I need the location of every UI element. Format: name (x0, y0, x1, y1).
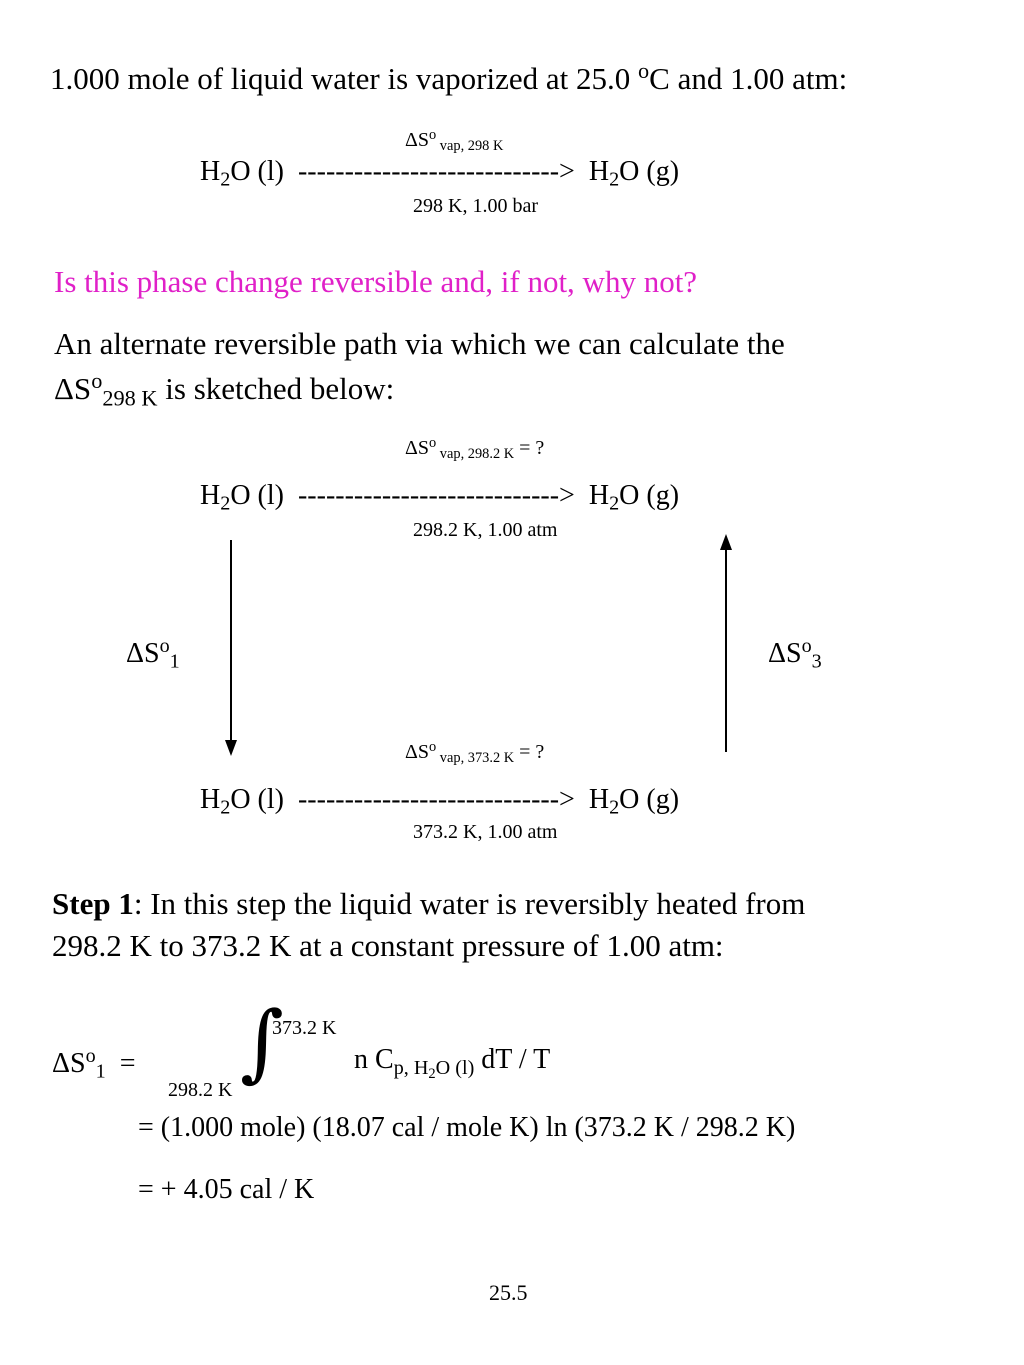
integrand (354, 1046, 550, 1081)
step1-text-1: : In this step the liquid water is reversibly heated from (133, 886, 806, 921)
cp-sub-b: O (l) (435, 1056, 475, 1079)
delta-s: ΔS (52, 1048, 86, 1080)
alt-line-1: An alternate reversible path via which we can calculate the (54, 326, 785, 361)
h-symbol: H (200, 784, 221, 815)
eq1-subscript: vap, 298 K (436, 138, 504, 155)
alt-subscript: 298 K (102, 385, 158, 411)
intro-text-a: 1.000 mole of liquid water is vaporized at 25.0 (50, 61, 639, 97)
intro-text-b: C and 1.00 atm: (649, 61, 848, 97)
h-symbol: H (588, 156, 610, 187)
delta-s: ΔS (405, 437, 429, 460)
calc-lhs (52, 1046, 136, 1082)
reaction-arrow: ----------------------------> (297, 156, 575, 187)
dt-over-t: dT / T (474, 1044, 551, 1075)
subscript-1: 1 (95, 1060, 106, 1083)
unknown-mark: = ? (514, 437, 545, 460)
delta-s: ΔS (405, 129, 429, 152)
degree-symbol: o (638, 58, 650, 83)
standard-o: o (428, 739, 437, 755)
alt-rest: is sketched below: (157, 371, 395, 407)
subscript-2: 2 (220, 492, 231, 515)
cycle-top-reaction (200, 482, 679, 514)
delta-s1-label (126, 636, 180, 672)
standard-o: o (91, 368, 103, 393)
subscript-2: 2 (428, 1065, 436, 1082)
integral-lower-limit: 298.2 K (168, 1079, 233, 1101)
equals-sign: = (119, 1048, 136, 1080)
cycle-bottom-conditions: 373.2 K, 1.00 atm (413, 821, 558, 843)
down-arrow-icon (225, 740, 237, 756)
cp-subscript (393, 1056, 475, 1082)
cycle-top-label (405, 436, 544, 462)
subscript-2: 2 (609, 796, 620, 819)
gas-label: O (g) (619, 480, 680, 511)
cycle-top-conditions: 298.2 K, 1.00 atm (413, 519, 558, 541)
subscript-2: 2 (220, 796, 231, 819)
cycle-top-subscript: vap, 298.2 K (436, 446, 515, 463)
h-symbol: H (588, 480, 610, 511)
delta-s: ΔS (405, 741, 429, 764)
subscript-2: 2 (220, 168, 231, 191)
reaction-arrow: ----------------------------> (297, 784, 575, 815)
delta-s3-label (768, 636, 822, 672)
intro-line (50, 58, 848, 97)
standard-o: o (428, 435, 437, 451)
cp-sub-a: p, H (393, 1056, 429, 1079)
step1-line-2: 298.2 K to 373.2 K at a constant pressure of 1.00 atm: (52, 928, 724, 963)
integral-sign: ∫ (240, 993, 284, 1091)
standard-o: o (159, 635, 170, 657)
h-symbol: H (200, 156, 221, 187)
cycle-bottom-reaction (200, 786, 679, 818)
standard-o: o (428, 127, 437, 143)
cycle-bottom-label (405, 740, 544, 766)
alt-line-2 (54, 370, 394, 410)
down-arrow-shaft (230, 540, 232, 742)
n-cp: n C (354, 1044, 394, 1075)
up-arrow-shaft (725, 548, 727, 752)
delta-s: ΔS (126, 638, 160, 670)
integral-upper-limit: 373.2 K (272, 1017, 337, 1039)
standard-o: o (801, 635, 812, 657)
gas-label: O (g) (619, 784, 680, 815)
calc-line-3: = + 4.05 cal / K (138, 1174, 315, 1205)
delta-s: ΔS (768, 638, 802, 670)
subscript-2: 2 (609, 168, 620, 191)
page-number: 25.5 (489, 1280, 528, 1305)
eq1-conditions: 298 K, 1.00 bar (413, 195, 538, 217)
subscript-2: 2 (609, 492, 620, 515)
eq1-reaction (200, 158, 679, 190)
subscript-3: 3 (811, 650, 822, 673)
cycle-bottom-subscript: vap, 373.2 K (436, 750, 515, 767)
h-symbol: H (200, 480, 221, 511)
calc-line-2: = (1.000 mole) (18.07 cal / mole K) ln (373.2 K / 298.2 K) (138, 1112, 796, 1143)
delta-s: ΔS (54, 371, 92, 407)
question-text: Is this phase change reversible and, if not, why not? (54, 264, 698, 299)
step1-line-1 (52, 888, 805, 919)
gas-label: O (g) (619, 156, 680, 187)
h-symbol: H (588, 784, 610, 815)
standard-o: o (85, 1045, 96, 1067)
eq1-top-label (405, 128, 503, 154)
reaction-arrow: ----------------------------> (297, 480, 575, 511)
liquid-label: O (l) (230, 480, 284, 511)
liquid-label: O (l) (230, 784, 284, 815)
step1-label: Step 1 (52, 886, 134, 921)
subscript-1: 1 (169, 650, 180, 673)
unknown-mark: = ? (514, 741, 545, 764)
liquid-label: O (l) (230, 156, 284, 187)
